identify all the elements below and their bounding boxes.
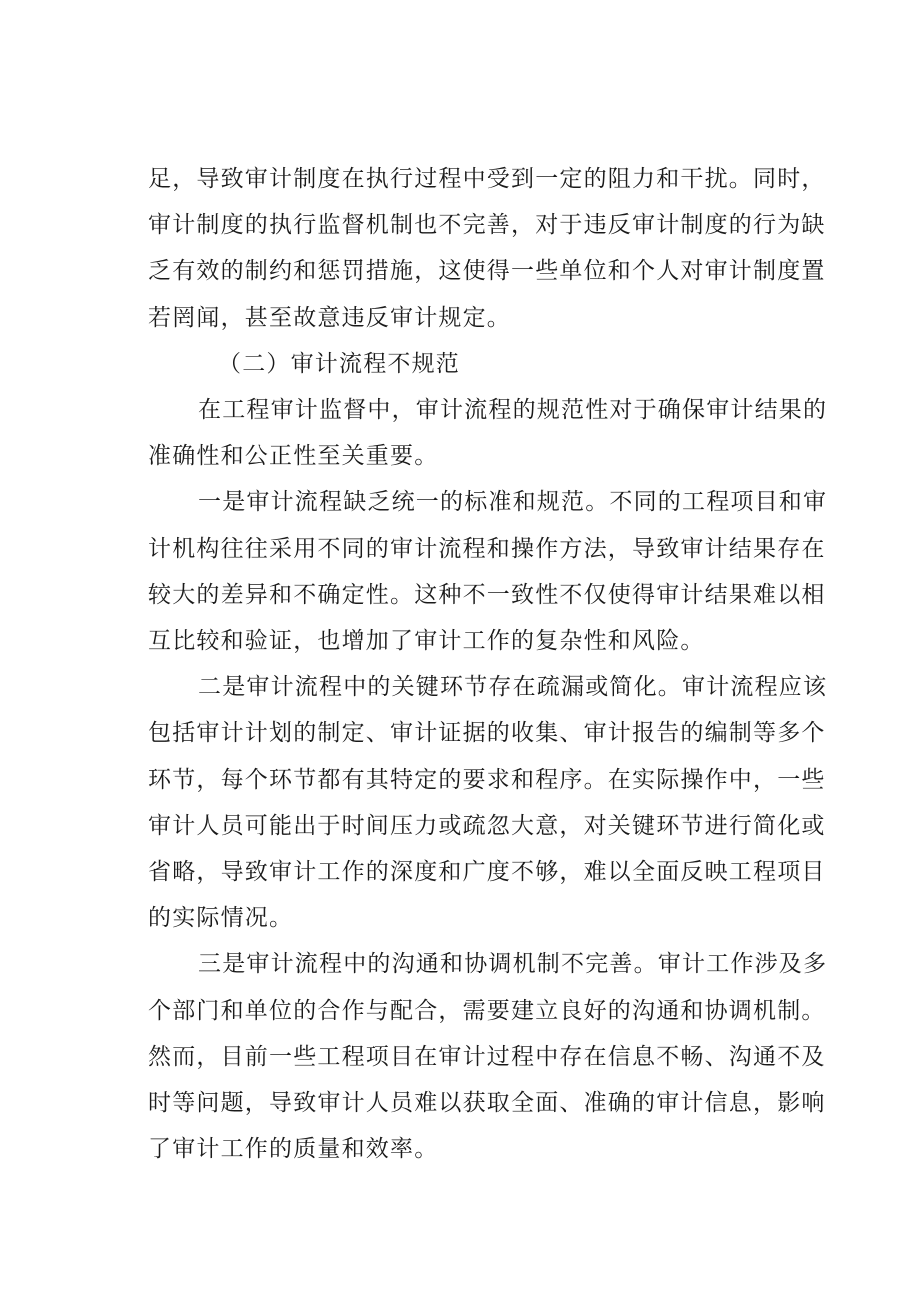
text-line: 审计制度的执行监督机制也不完善，对于违反审计制度的行为缺 xyxy=(148,212,826,239)
text-line: 包括审计计划的制定、审计证据的收集、审计报告的编制等多个 xyxy=(148,720,826,747)
text-line: 个部门和单位的合作与配合，需要建立良好的沟通和协调机制。 xyxy=(148,997,826,1024)
paragraph-point-two xyxy=(148,664,828,941)
paragraph-continuation xyxy=(148,156,826,341)
text-line: 二是审计流程中的关键环节存在疏漏或简化。审计流程应该 xyxy=(198,674,828,701)
text-line: 时等问题，导致审计人员难以获取全面、准确的审计信息，影响 xyxy=(148,1090,826,1117)
text-line: 较大的差异和不确定性。这种不一致性不仅使得审计结果难以相 xyxy=(148,581,826,608)
text-line: 乏有效的制约和惩罚措施，这使得一些单位和个人对审计制度置 xyxy=(148,258,826,285)
section-heading xyxy=(148,341,798,387)
paragraph-intro xyxy=(148,387,828,479)
paragraph-point-one xyxy=(148,479,828,664)
text-line: 足，导致审计制度在执行过程中受到一定的阻力和干扰。同时， xyxy=(148,166,826,192)
text-line: 计机构往往采用不同的审计流程和操作方法，导致审计结果存在 xyxy=(148,535,826,562)
heading-text: （二）审计流程不规范 xyxy=(218,350,460,377)
text-line: 了审计工作的质量和效率。 xyxy=(148,1136,439,1163)
text-line: 在工程审计监督中，审计流程的规范性对于确保审计结果的 xyxy=(198,397,828,424)
text-line: 然而，目前一些工程项目在审计过程中存在信息不畅、沟通不及 xyxy=(148,1043,826,1070)
text-line: 的实际情况。 xyxy=(148,905,294,932)
text-line: 省略，导致审计工作的深度和广度不够，难以全面反映工程项目 xyxy=(148,859,826,886)
text-line: 审计人员可能出于时间压力或疏忽大意，对关键环节进行简化或 xyxy=(148,812,826,839)
text-line: 准确性和公正性至关重要。 xyxy=(148,443,439,470)
text-line: 三是审计流程中的沟通和协调机制不完善。审计工作涉及多 xyxy=(198,951,828,978)
paragraph-point-three xyxy=(148,941,828,1172)
text-line: 环节，每个环节都有其特定的要求和程序。在实际操作中，一些 xyxy=(148,766,826,793)
text-line: 一是审计流程缺乏统一的标准和规范。不同的工程项目和审 xyxy=(198,489,828,516)
document-body xyxy=(148,156,828,1172)
text-line: 若罔闻，甚至故意违反审计规定。 xyxy=(148,304,511,331)
text-line: 互比较和验证，也增加了审计工作的复杂性和风险。 xyxy=(148,628,705,655)
